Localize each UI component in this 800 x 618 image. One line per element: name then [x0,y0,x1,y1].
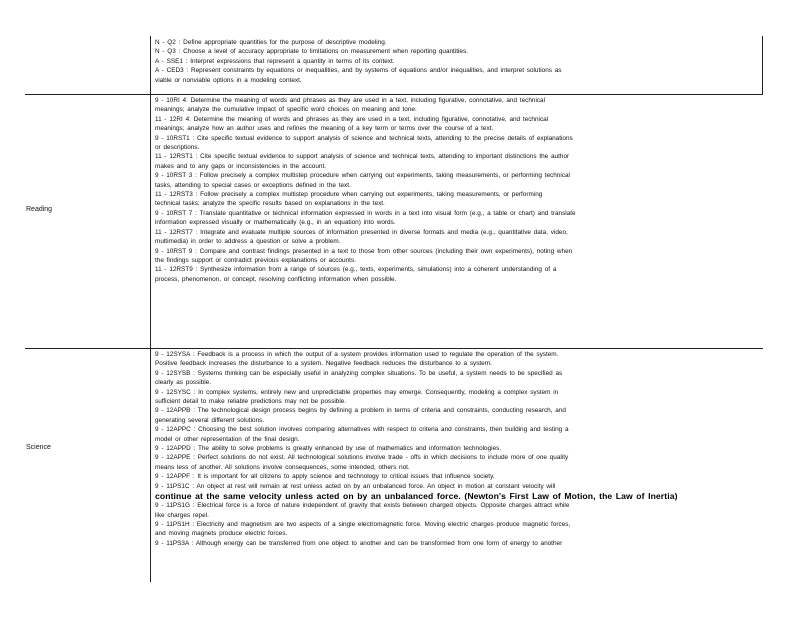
science-label: Science [26,444,51,451]
standard-text-line: 11 - 12RST9 : Synthesize information from a range of sources (e.g., texts, experiments, simulations) into a coherent understanding of a [155,266,557,274]
science-standards-cell [155,350,755,548]
standard-text-line: 9 - 12APPB : The technological design process begins by defining a problem in terms of criteria and constraints, conducting research, and [155,407,566,415]
row-divider-science [25,348,763,349]
standard-text-line: meanings; analyze how an author uses and refines the meaning of a key term or terms over the course of a text. [155,125,494,133]
reading-label: Reading [26,206,53,213]
standard-text-line: 9 - 10RST 3 : Follow precisely a complex multistep procedure when carrying out experiments, taking measurements, or performing technical [155,172,570,180]
standard-text-line: like charges repel. [155,511,209,519]
standard-text-line: clearly as possible. [155,379,211,387]
standard-text-line: 9 - 12SYSB : Systems thinking can be especially useful in analyzing complex situations. To be useful, a system needs to be specified as [155,369,563,377]
standard-text-line: viable or nonviable options in a modeling context. [155,76,302,84]
standard-text-line: A - SSE1 : Interpret expressions that represent a quantity in terms of its context. [155,57,395,65]
standard-text-line: model or other representation of the final design. [155,435,300,443]
standard-text-line: or descriptions. [155,144,200,152]
standard-text-line: 9 - 10RST 9 : Compare and contrast findings presented in a text to those from other sources (including their own experiments), noting when [155,247,573,255]
standard-text-line: 11 - 12RST1 : Cite specific textual evidence to support analysis of science and technical texts, attending to important distinctions the author [155,153,570,161]
newton-first-law-line: continue at the same velocity unless acted on by an unbalanced force. (Newton's First Law of Motion, the Law of Inertia) [155,491,678,502]
standard-text-line: tasks, attending to special cases or exceptions defined in the text. [155,181,351,189]
standard-text-line: makes and to any gaps or inconsistencies in the account. [155,162,326,170]
standard-text-line: 9 - 12SYSA : Feedback is a process in which the output of a system provides information used to regulate the operation of the system. [155,351,559,358]
standard-text-line: means less of another. All solutions involve consequences, some intended, others not. [155,463,410,471]
standard-text-line: technical tasks; analyze the specific results based on explanations in the text. [155,200,385,208]
standard-text-line: 9 - 12APPF : It is important for all citizens to apply science and technology to critical issues that influence society. [155,473,495,481]
standard-text-line: 9 - 12APPC : Choosing the best solution involves comparing alternatives with respect to criteria and constraints, then building and testing a [155,426,569,434]
standard-text-line: process, phenomenon, or concept, resolving conflicting information when possible. [155,275,397,283]
standard-text-line: N - Q3 : Choose a level of accuracy appropriate to limitations on measurement when reporting quantities. [155,48,468,56]
standard-text-line: Positive feedback increases the disturbance to a system. Negative feedback reduces the disturbance to a system. [155,360,492,368]
standard-text-line: 9 - 10RI 4: Determine the meaning of words and phrases as they are used in a text, including figurative, connotative, and technical [155,97,546,104]
standard-text-line: 9 - 12SYSC : In complex systems, entirely new and unpredictable properties may emerge. Consequently, modeling a complex system in [155,388,559,396]
standard-text-line: 11 - 12RI 4: Determine the meaning of words and phrases as they are used in a text, including figurative, connotative, and technical [155,115,549,123]
math-standards-cell [155,38,755,85]
column-divider [150,36,151,582]
row-divider-reading [25,94,763,95]
reading-standards-cell [155,96,755,284]
standard-text-line: meanings; analyze the cumulative impact of specific word choices on meaning and tone. [155,106,417,114]
standard-text-line: 9 - 11PS3A : Although energy can be transferred from one object to another and can be transformed from one form of energy to another [155,539,563,547]
standard-text-line: 9 - 12APPE : Perfect solutions do not exist. All technological solutions involve trade - offs in which decisions to include more of one quality [155,454,569,462]
standard-text-line: N - Q2 : Define appropriate quantities for the purpose of descriptive modeling. [155,39,387,46]
standard-text-line: A - CED3 : Represent constraints by equations or inequalities, and by systems of equations and/or inequalities, and interpret solutions as [155,67,562,75]
standard-text-line: the findings support or contradict previous explanations or accounts. [155,256,356,264]
standard-text-line: 9 - 11PS1G : Electrical force is a force of nature independent of gravity that exists between charged objects. Opposite charges attract while [155,502,570,510]
right-border-top [762,36,763,94]
standard-text-line: 9 - 10RST 7 : Translate quantitative or technical information expressed in words in a text into visual form (e.g., a table or chart) and translate [155,209,576,217]
standard-text-line: and moving magnets produce electric forces. [155,530,288,538]
standard-text-line: 11 - 12RST7 : Integrate and evaluate multiple sources of information presented in diverse formats and media (e.g., quantitative data, video, [155,228,568,236]
standard-text-line: 9 - 12APPD : The ability to solve problems is greatly enhanced by use of mathematics and information technologies. [155,445,502,453]
standard-text-line: generating several different solutions. [155,416,265,424]
standard-text-line: 9 - 11PS1H : Electricity and magnetism are two aspects of a single electromagnetic force. Moving electric charges produce magnetic forces, [155,520,571,528]
standard-text-line: information expressed visually or mathematically (e.g., in an equation) into words. [155,219,396,227]
standard-text-line: 9 - 10RST1 : Cite specific textual evidence to support analysis of science and technical texts, attending to the precise details of explanations [155,134,573,142]
standard-text-line: multimedia) in order to address a question or solve a problem. [155,238,341,246]
standard-text-line: 11 - 12RST3 : Follow precisely a complex multistep procedure when carrying out experiments, taking measurements, or performing [155,191,543,199]
standard-text-line: sufficient detail to make reliable predictions may not be possible. [155,398,347,406]
standard-text-line: 9 - 11PS1C : An object at rest will remain at rest unless acted on by an unbalanced force. An object in motion at constant velocity will [155,482,556,490]
